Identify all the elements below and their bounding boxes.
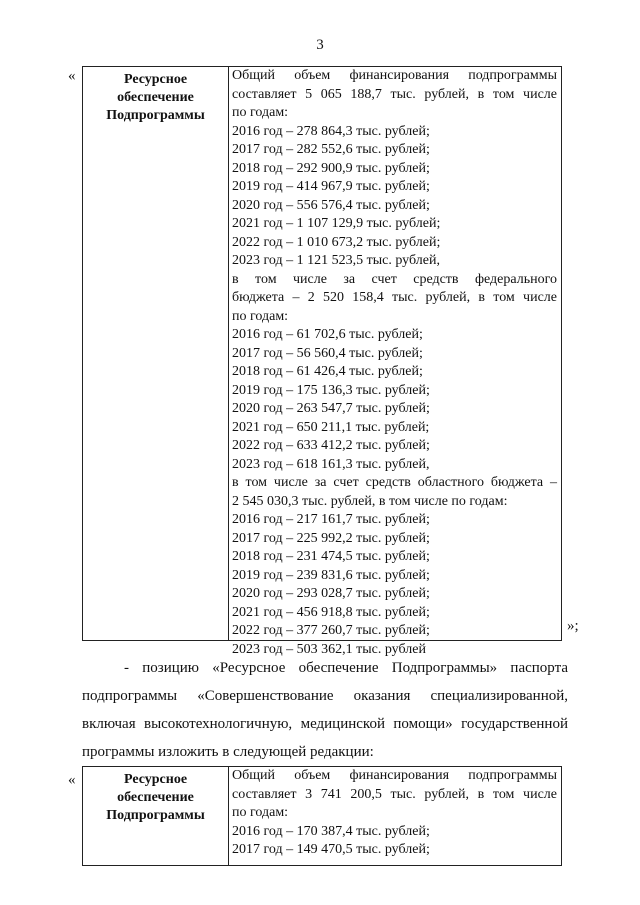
funding-line: 2022 год – 377 260,7 тыс. рублей; xyxy=(232,623,430,638)
funding-line: по годам: xyxy=(232,308,289,324)
funding-line: 2020 год – 293 028,7 тыс. рублей; xyxy=(232,586,430,601)
funding-line: 2021 год – 1 107 129,9 тыс. рублей; xyxy=(232,216,441,231)
funding-line: 2023 год – 618 161,3 тыс. рублей, xyxy=(232,456,430,472)
funding-line: в том числе за счет средств федерального xyxy=(232,271,557,287)
funding-line: 2019 год – 175 136,3 тыс. рублей; xyxy=(232,382,430,398)
paragraph-line: подпрограммы «Совершенствование оказания специализированной, xyxy=(82,688,568,704)
funding-line: 2018 год – 231 474,5 тыс. рублей; xyxy=(232,549,430,564)
resource-label-line: Подпрограммы xyxy=(106,808,205,823)
funding-line: 2021 год – 456 918,8 тыс. рублей; xyxy=(232,604,430,620)
funding-line: 2021 год – 650 211,1 тыс. рублей; xyxy=(232,419,430,435)
funding-line: составляет 5 065 188,7 тыс. рублей, в том числе xyxy=(232,86,557,102)
funding-line: 2016 год – 61 702,6 тыс. рублей; xyxy=(232,327,423,342)
resource-table-2 xyxy=(82,766,562,866)
opening-quote: « xyxy=(68,772,76,788)
instruction-paragraph xyxy=(82,654,568,766)
funding-line: 2 545 030,3 тыс. рублей, в том числе по годам: xyxy=(232,493,508,509)
funding-line: 2022 год – 633 412,2 тыс. рублей; xyxy=(232,438,430,453)
funding-line: по годам: xyxy=(232,105,289,120)
resource-label-cell xyxy=(83,67,229,640)
funding-line: бюджета – 2 520 158,4 тыс. рублей, в том числе xyxy=(232,290,557,305)
funding-line: 2017 год – 56 560,4 тыс. рублей; xyxy=(232,345,423,361)
funding-line: 2020 год – 263 547,7 тыс. рублей; xyxy=(232,401,430,416)
funding-line: 2016 год – 278 864,3 тыс. рублей; xyxy=(232,123,430,139)
funding-line: 2016 год – 217 161,7 тыс. рублей; xyxy=(232,512,430,527)
resource-value-cell xyxy=(229,67,561,659)
funding-line: 2018 год – 61 426,4 тыс. рублей; xyxy=(232,364,423,379)
funding-line: 2017 год – 225 992,2 тыс. рублей; xyxy=(232,530,430,546)
funding-line: 2022 год – 1 010 673,2 тыс. рублей; xyxy=(232,234,441,250)
funding-line: составляет 3 741 200,5 тыс. рублей, в том числе xyxy=(232,786,557,802)
closing-quote: »; xyxy=(567,618,579,634)
paragraph-line: включая высокотехнологичную, медицинской помощи» государственной xyxy=(82,716,568,732)
resource-value-cell xyxy=(229,767,561,860)
resource-label-line: обеспечение xyxy=(117,790,194,805)
funding-line: 2019 год – 239 831,6 тыс. рублей; xyxy=(232,567,430,583)
opening-quote: « xyxy=(68,68,76,84)
resource-label-line: Ресурсное xyxy=(123,72,188,87)
funding-line: 2017 год – 149 470,5 тыс. рублей; xyxy=(232,842,430,857)
resource-label-line: Подпрограммы xyxy=(106,108,205,123)
paragraph-line: - позицию «Ресурсное обеспечение Подпрограммы» паспорта xyxy=(124,660,568,676)
funding-line: 2017 год – 282 552,6 тыс. рублей; xyxy=(232,142,430,157)
resource-label-line: Ресурсное xyxy=(123,772,188,787)
funding-line: 2019 год – 414 967,9 тыс. рублей; xyxy=(232,179,430,194)
funding-line: в том числе за счет средств областного бюджета – xyxy=(232,475,557,490)
funding-line: Общий объем финансирования подпрограммы xyxy=(232,768,557,783)
funding-line: 2018 год – 292 900,9 тыс. рублей; xyxy=(232,160,430,176)
funding-line: 2023 год – 1 121 523,5 тыс. рублей, xyxy=(232,253,440,268)
resource-label-line: обеспечение xyxy=(117,90,194,105)
funding-line: 2016 год – 170 387,4 тыс. рублей; xyxy=(232,823,430,839)
funding-line: Общий объем финансирования подпрограммы xyxy=(232,68,557,83)
funding-line: 2023 год – 503 362,1 тыс. рублей xyxy=(232,641,426,657)
resource-label-cell xyxy=(83,767,229,865)
funding-line: 2020 год – 556 576,4 тыс. рублей; xyxy=(232,197,430,213)
funding-line: по годам: xyxy=(232,805,289,820)
page-number: 3 xyxy=(316,37,324,53)
paragraph-line: программы изложить в следующей редакции: xyxy=(82,744,374,760)
resource-table-1 xyxy=(82,66,562,657)
